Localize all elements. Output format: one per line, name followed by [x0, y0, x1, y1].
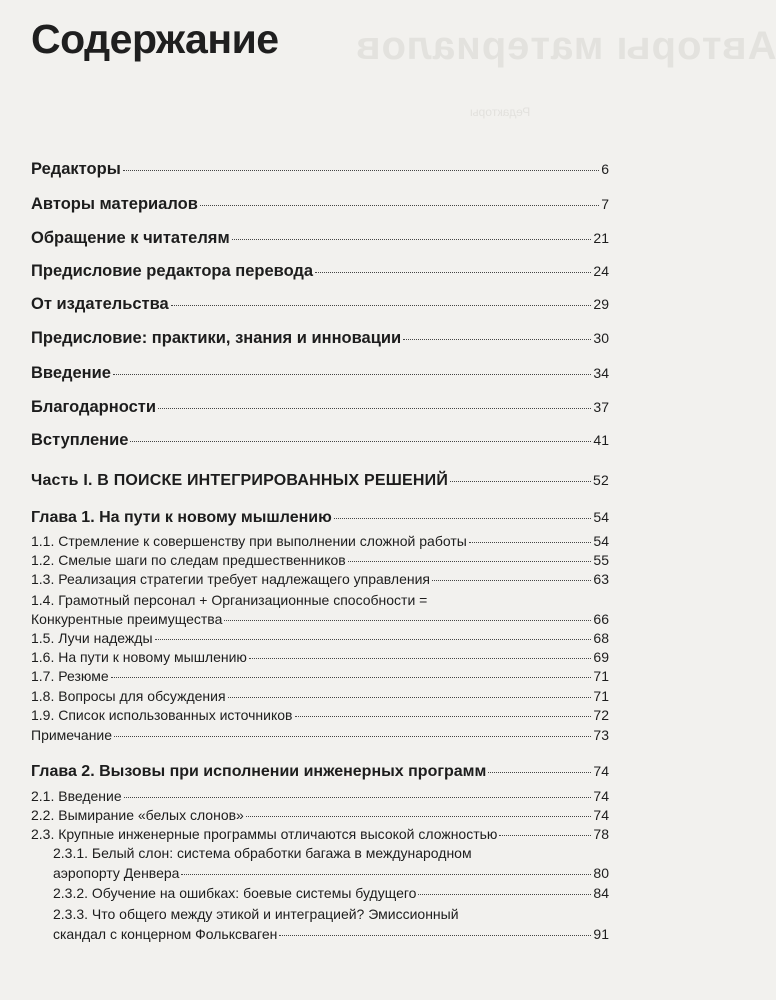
- toc-entry-title-continued: Конкурентные преимущества: [31, 611, 223, 627]
- toc-page-number: 54: [593, 509, 609, 525]
- toc-entry-section-2-3[interactable]: [31, 826, 609, 842]
- toc-entry-title: Часть I. В ПОИСКЕ ИНТЕГРИРОВАННЫХ РЕШЕНИЙ: [31, 472, 449, 489]
- toc-entry-title: Введение: [31, 364, 111, 382]
- toc-page-number: 71: [593, 668, 609, 684]
- toc-entry-section-1-2[interactable]: [31, 552, 609, 568]
- dot-leader: [155, 639, 592, 640]
- toc-entry-translation-editor-preface[interactable]: [31, 262, 609, 281]
- toc-entry-title: 1.1. Стремление к совершенству при выполнении сложной работы: [31, 533, 467, 549]
- toc-entry-title: Авторы материалов: [31, 195, 198, 213]
- toc-page-number: 72: [593, 707, 609, 723]
- toc-entry-title: 2.2. Вымирание «белых слонов»: [31, 807, 244, 823]
- dot-leader: [232, 239, 592, 240]
- toc-entry-title: Глава 1. На пути к новому мышлению: [31, 509, 332, 526]
- dot-leader: [113, 374, 591, 375]
- toc-entry-note[interactable]: [31, 727, 609, 743]
- toc-page-number: 37: [593, 399, 609, 415]
- toc-page-number: 6: [601, 161, 609, 177]
- toc-page-number: 41: [593, 432, 609, 448]
- toc-page-number: 66: [593, 611, 609, 627]
- dot-leader: [403, 339, 591, 340]
- toc-entry-title: 1.6. На пути к новому мышлению: [31, 649, 247, 665]
- toc-entry-authors[interactable]: [31, 195, 609, 214]
- toc-entry-title: Обращение к читателям: [31, 229, 230, 247]
- toc-entry-section-1-1[interactable]: [31, 533, 609, 549]
- toc-entry-title: 2.3.1. Белый слон: система обработки багажа в международном: [53, 845, 472, 861]
- toc-entry-title: Глава 2. Вызовы при исполнении инженерных программ: [31, 763, 487, 780]
- toc-entry-title: 1.3. Реализация стратегии требует надлежащего управления: [31, 571, 431, 587]
- toc-page-number: 68: [593, 630, 609, 646]
- toc-page-number: 30: [593, 330, 609, 346]
- toc-page-number: 73: [593, 727, 609, 743]
- dot-leader: [200, 205, 599, 206]
- toc-entry-part-1[interactable]: [31, 472, 609, 490]
- toc-entry-section-1-6[interactable]: [31, 649, 609, 665]
- toc-page-number: 52: [593, 472, 609, 488]
- toc-entry-title: Вступление: [31, 431, 129, 449]
- toc-entry-from-publisher[interactable]: [31, 295, 609, 314]
- toc-page-number: 74: [593, 763, 609, 779]
- toc-entry-title: 1.4. Грамотный персонал + Организационные способности =: [31, 592, 428, 608]
- toc-entry-address-to-readers[interactable]: [31, 229, 609, 248]
- dot-leader: [246, 816, 592, 817]
- toc-entry-section-2-3-3-line1[interactable]: [53, 906, 609, 922]
- page-title: Содержание: [31, 16, 279, 62]
- dot-leader: [469, 542, 592, 543]
- toc-entry-title: Благодарности: [31, 398, 156, 416]
- dot-leader: [111, 677, 592, 678]
- toc-page-number: 84: [593, 885, 609, 901]
- toc-entry-title: 2.1. Введение: [31, 788, 122, 804]
- dot-leader: [488, 772, 591, 773]
- toc-page-number: 24: [593, 263, 609, 279]
- toc-entry-title-continued: скандал с концерном Фольксваген: [53, 926, 278, 942]
- toc-page-number: 74: [593, 788, 609, 804]
- toc-entry-title: 1.7. Резюме: [31, 668, 109, 684]
- toc-entry-title: 2.3.3. Что общего между этикой и интеграцией? Эмиссионный: [53, 906, 459, 922]
- toc-entry-chapter-1[interactable]: [31, 509, 609, 527]
- toc-entry-section-2-3-1-line1[interactable]: [53, 845, 609, 861]
- toc-page-number: 63: [593, 571, 609, 587]
- dot-leader: [432, 580, 591, 581]
- toc-entry-title-continued: аэропорту Денвера: [53, 865, 180, 881]
- bleed-through-subheading: Редакторы: [470, 105, 531, 119]
- toc-entry-section-2-1[interactable]: [31, 788, 609, 804]
- toc-entry-title: 1.9. Список использованных источников: [31, 707, 293, 723]
- toc-page-number: 91: [593, 926, 609, 942]
- toc-entry-editors[interactable]: [31, 160, 609, 179]
- dot-leader: [295, 716, 592, 717]
- toc-entry-section-1-5[interactable]: [31, 630, 609, 646]
- dot-leader: [279, 935, 591, 936]
- toc-entry-title: 1.2. Смелые шаги по следам предшественников: [31, 552, 346, 568]
- toc-page-number: 21: [593, 230, 609, 246]
- toc-page-number: 78: [593, 826, 609, 842]
- toc-entry-title: Примечание: [31, 727, 113, 743]
- toc-entry-section-1-4[interactable]: [31, 611, 609, 627]
- toc-entry-acknowledgements[interactable]: [31, 398, 609, 417]
- toc-entry-introduction[interactable]: [31, 364, 609, 383]
- toc-entry-section-1-4-line1[interactable]: [31, 592, 609, 608]
- dot-leader: [334, 518, 592, 519]
- dot-leader: [114, 736, 591, 737]
- toc-page-number: 71: [593, 688, 609, 704]
- dot-leader: [130, 441, 591, 442]
- toc-entry-section-2-3-1[interactable]: [53, 865, 609, 881]
- toc-entry-section-2-2[interactable]: [31, 807, 609, 823]
- bleed-through-heading: Авторы материалов: [355, 24, 776, 68]
- dot-leader: [315, 272, 591, 273]
- toc-entry-title: 2.3.2. Обучение на ошибках: боевые системы будущего: [53, 885, 417, 901]
- toc-entry-title: Предисловие редактора перевода: [31, 262, 314, 280]
- toc-entry-section-1-9[interactable]: [31, 707, 609, 723]
- toc-page-number: 74: [593, 807, 609, 823]
- dot-leader: [181, 874, 591, 875]
- toc-page-number: 34: [593, 365, 609, 381]
- toc-page-number: 80: [593, 865, 609, 881]
- dot-leader: [171, 305, 592, 306]
- toc-page-number: 54: [593, 533, 609, 549]
- toc-entry-chapter-2[interactable]: [31, 763, 609, 781]
- toc-entry-title: Редакторы: [31, 160, 121, 178]
- toc-page-number: 7: [601, 196, 609, 212]
- toc-entry-section-2-3-2[interactable]: [53, 885, 609, 901]
- dot-leader: [348, 561, 592, 562]
- dot-leader: [249, 658, 591, 659]
- toc-entry-section-2-3-3[interactable]: [53, 926, 609, 942]
- toc-page-number: 69: [593, 649, 609, 665]
- toc-entry-title: 1.5. Лучи надежды: [31, 630, 153, 646]
- toc-entry-section-1-3[interactable]: [31, 571, 609, 587]
- dot-leader: [158, 408, 591, 409]
- dot-leader: [224, 620, 591, 621]
- toc-entry-title: 2.3. Крупные инженерные программы отличаются высокой сложностью: [31, 826, 498, 842]
- toc-entry-opening[interactable]: [31, 431, 609, 450]
- dot-leader: [228, 697, 592, 698]
- dot-leader: [418, 894, 591, 895]
- dot-leader: [450, 481, 591, 482]
- toc-entry-title: Предисловие: практики, знания и инновации: [31, 329, 402, 347]
- dot-leader: [123, 170, 599, 171]
- toc-entry-title: От издательства: [31, 295, 169, 313]
- toc-page-number: 55: [593, 552, 609, 568]
- dot-leader: [499, 835, 591, 836]
- toc-entry-section-1-8[interactable]: [31, 688, 609, 704]
- dot-leader: [124, 797, 592, 798]
- toc-entry-title: 1.8. Вопросы для обсуждения: [31, 688, 226, 704]
- toc-page-number: 29: [593, 296, 609, 312]
- toc-entry-section-1-7[interactable]: [31, 668, 609, 684]
- toc-entry-preface[interactable]: [31, 329, 609, 348]
